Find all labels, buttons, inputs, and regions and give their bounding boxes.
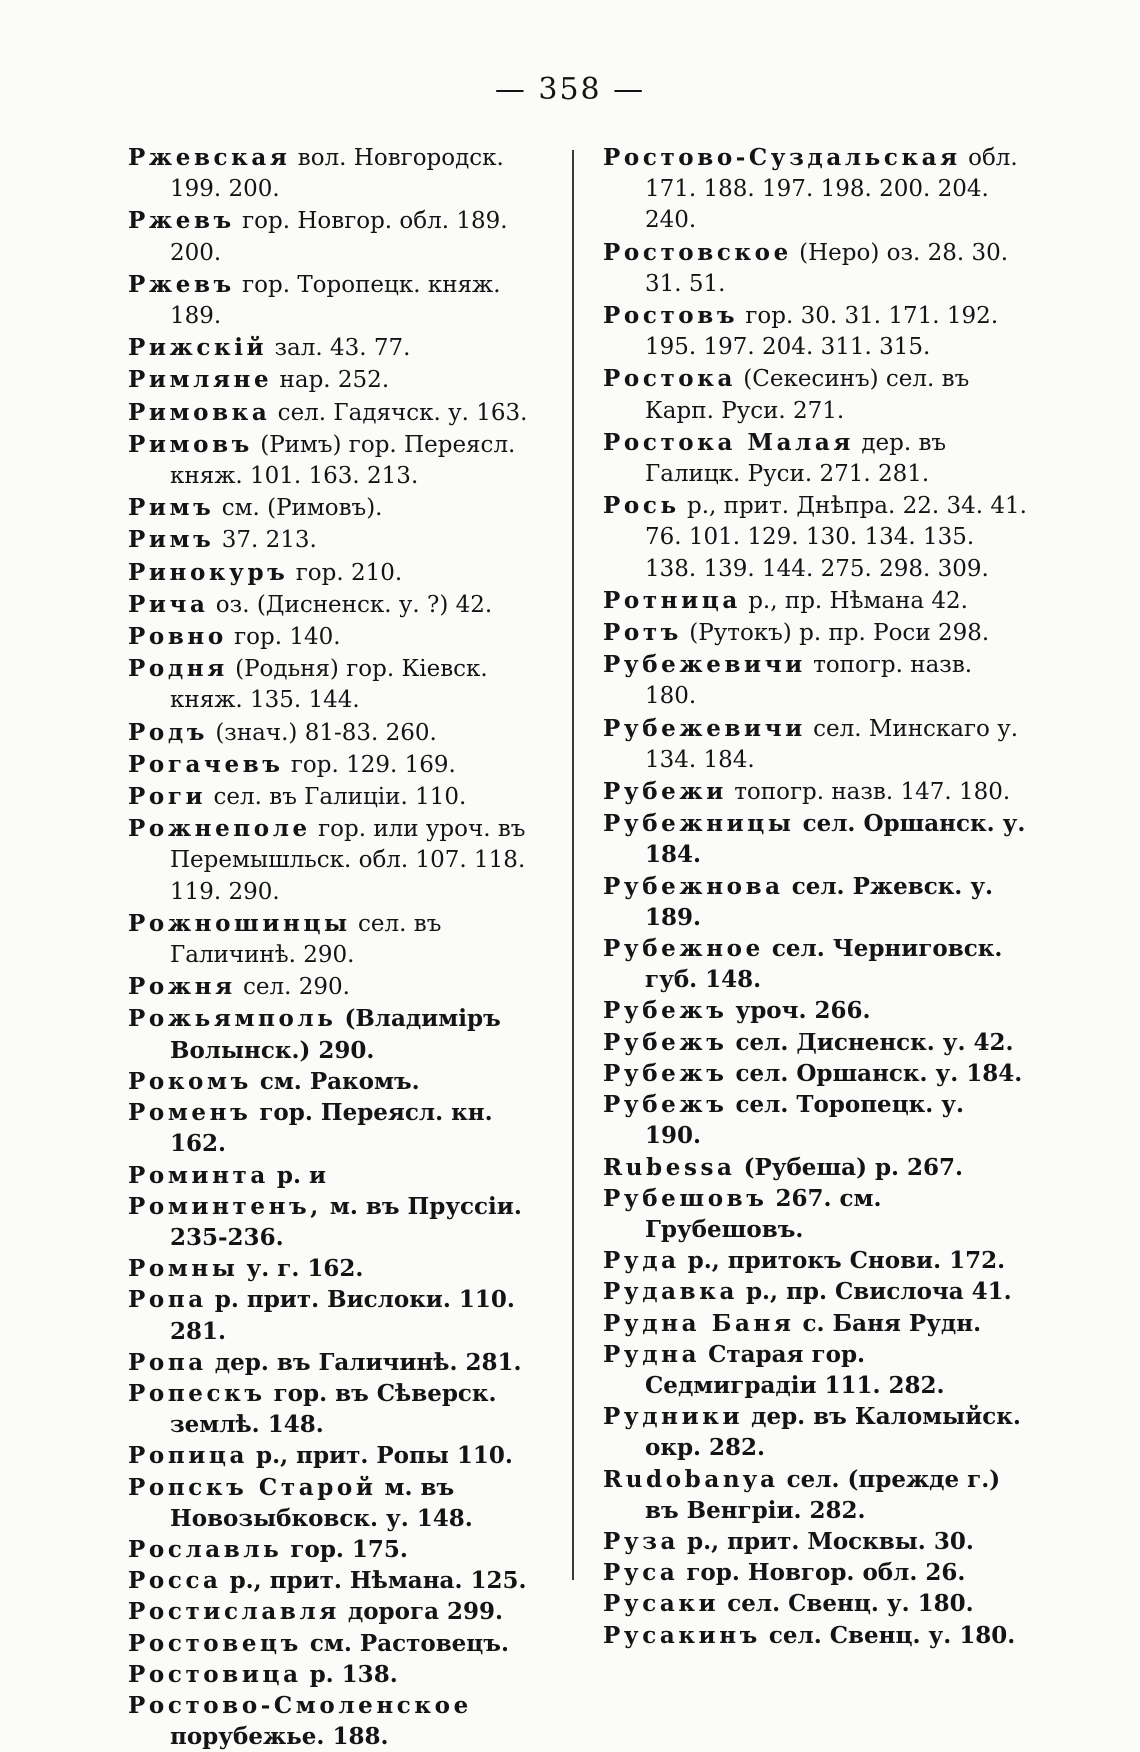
entry-description: м. въ Новозыбковск. у. 148. — [170, 1473, 473, 1532]
entry-description: сел. Минскаго у. 134. 184. — [645, 715, 1019, 773]
entry-headword: Рокомъ — [128, 1067, 252, 1095]
index-entry — [603, 585, 1028, 617]
index-entry — [128, 908, 548, 971]
index-entry — [603, 1027, 1028, 1058]
entry-description: м. въ Пруссіи. 235-236. — [170, 1192, 522, 1251]
entry-description: оз. (Дисненск. у. ?) 42. — [208, 591, 493, 618]
entry-headword: Ропа — [128, 1286, 207, 1314]
entry-description: гор. Торопецк. княж. 189. — [170, 271, 501, 330]
entry-headword: Рудники — [603, 1403, 744, 1431]
index-entry — [128, 524, 548, 556]
entry-headword: Руда — [603, 1247, 680, 1275]
index-entry — [128, 397, 548, 429]
index-entry — [128, 1003, 548, 1065]
index-entry — [603, 617, 1028, 649]
entry-description: обл. 171. 188. 197. 198. 200. 204. 240. — [645, 145, 1018, 234]
entry-description: сел. 290. — [235, 974, 350, 1001]
index-entry — [603, 933, 1028, 995]
page-number: — 358 — — [494, 72, 646, 107]
column-divider — [572, 150, 574, 1580]
index-entry — [603, 1152, 1028, 1183]
index-entry — [128, 364, 548, 396]
entry-headword: Рудавка — [603, 1278, 738, 1306]
entry-description: сел. Торопецк. у. 190. — [645, 1091, 965, 1150]
entry-description: (Рубеша) р. 267. — [735, 1153, 964, 1181]
entry-description: гор. 210. — [288, 559, 403, 586]
entry-description: см. Ракомъ. — [251, 1067, 420, 1095]
index-entry — [603, 142, 1028, 237]
entry-headword: Родня — [128, 655, 228, 683]
entry-headword: Рижскій — [128, 334, 268, 362]
index-entry — [603, 1339, 1028, 1401]
index-entry — [603, 1588, 1028, 1619]
entry-headword: Рубежевичи — [603, 714, 806, 742]
index-entry — [603, 237, 1028, 300]
entry-headword: Римовъ — [128, 430, 253, 458]
entry-headword: Ринокуръ — [128, 558, 289, 586]
entry-description: р. и — [268, 1161, 327, 1189]
entry-headword: Рубежнова — [603, 872, 784, 900]
entry-description: р. 138. — [301, 1660, 398, 1688]
index-column-right — [603, 142, 1028, 1651]
entry-description: р., пр. Свислоча 41. — [737, 1278, 1012, 1306]
entry-headword: Родъ — [128, 718, 209, 746]
entry-headword: Ропа — [128, 1348, 207, 1376]
entry-description: порубежье. 188. — [170, 1723, 389, 1751]
entry-headword: Римъ — [128, 494, 215, 522]
entry-headword: Римъ — [128, 526, 215, 554]
index-entry — [603, 713, 1028, 776]
entry-headword: Роминтенъ, — [128, 1192, 322, 1220]
entry-description: см. (Римовъ). — [214, 495, 383, 522]
entry-headword: Рубежи — [603, 778, 727, 806]
index-entry — [128, 589, 548, 621]
entry-description: гор. 30. 31. 171. 192. 195. 197. 204. 311. 315. — [645, 303, 999, 361]
entry-headword: Рубешовъ — [603, 1184, 768, 1212]
entry-headword: Ростовское — [603, 238, 792, 266]
entry-description: с. Баня Рудн. — [794, 1309, 982, 1337]
entry-headword: Рудна — [603, 1340, 701, 1368]
index-entry — [603, 1276, 1028, 1307]
index-entry — [128, 1440, 548, 1471]
entry-description: нар. 252. — [272, 367, 390, 394]
index-entry — [128, 1066, 548, 1097]
entry-description: гор. въ Сѣверск. землѣ. 148. — [170, 1379, 497, 1439]
entry-headword: Роминта — [128, 1161, 269, 1189]
index-entry — [603, 1401, 1028, 1463]
entry-headword: Руса — [603, 1559, 679, 1587]
entry-description: гор. или уроч. въ Перемышльск. обл. 107. 118. 119. 290. — [170, 816, 526, 905]
index-entry — [128, 1596, 548, 1627]
entry-description: (Владиміръ Волынск.) 290. — [170, 1005, 501, 1064]
entry-headword: Роги — [128, 783, 207, 811]
entry-description: гор. 175. — [282, 1535, 408, 1563]
entry-description: р., прит. Днѣпра. 22. 34. 41. 76. 101. 129. 130. 134. 135. 138. 139. 144. 275. 298. 309. — [645, 493, 1027, 582]
index-entry — [128, 1378, 548, 1440]
entry-description: см. Растовецъ. — [301, 1629, 509, 1657]
entry-headword: Римляне — [128, 366, 273, 394]
index-entry — [603, 776, 1028, 808]
entry-description: дорога 299. — [339, 1598, 503, 1626]
index-entry — [128, 1347, 548, 1378]
index-entry — [128, 142, 548, 205]
entry-headword: Ропица — [128, 1442, 249, 1470]
index-entry — [128, 1628, 548, 1659]
index-entry — [128, 1565, 548, 1596]
entry-description: (Секесинъ) сел. въ Карп. Руси. 271. — [645, 366, 970, 424]
index-entry — [128, 1659, 548, 1690]
entry-description: Старая гор. Седмиградіи 111. 282. — [645, 1340, 945, 1399]
index-entry — [603, 1464, 1028, 1526]
index-entry — [128, 971, 548, 1003]
entry-description: сел. Свенц. у. 180. — [760, 1621, 1016, 1649]
entry-headword: Ротъ — [603, 619, 682, 647]
index-entry — [603, 427, 1028, 490]
index-entry — [128, 1534, 548, 1565]
entry-description: сел. Ржевск. у. 189. — [645, 872, 994, 931]
entry-headword: Рожнеполе — [128, 815, 311, 843]
entry-headword: Рубежъ — [603, 1059, 728, 1087]
entry-headword: Ржевъ — [128, 207, 235, 235]
entry-description: р., прит. Нѣмана. 125. — [221, 1567, 527, 1595]
index-entry — [128, 205, 548, 268]
index-entry — [128, 1191, 548, 1253]
entry-description: (знач.) 81-83. 260. — [208, 719, 437, 746]
index-column-left — [128, 142, 548, 1752]
entry-description: (Римъ) гор. Переясл. княж. 101. 163. 213. — [170, 431, 516, 490]
entry-headword: Рубежъ — [603, 1028, 728, 1056]
entry-headword: Русакинъ — [603, 1621, 761, 1649]
entry-description: уроч. 266. — [727, 997, 871, 1025]
entry-headword: Ростока Малая — [603, 428, 855, 456]
index-entry — [603, 490, 1028, 585]
index-entry — [128, 653, 548, 716]
index-entry — [128, 1253, 548, 1284]
entry-description: гор. Новгор. обл. 189. 200. — [170, 208, 508, 266]
index-entry — [128, 717, 548, 749]
entry-headword: Rubessa — [603, 1153, 736, 1181]
index-entry — [603, 363, 1028, 426]
entry-description: сел. (прежде г.) въ Венгріи. 282. — [645, 1465, 1001, 1524]
entry-headword: Русаки — [603, 1590, 720, 1618]
entry-headword: Рича — [128, 590, 209, 618]
index-entry — [128, 1097, 548, 1159]
index-entry — [128, 1472, 548, 1534]
entry-headword: Ровно — [128, 623, 227, 651]
entry-headword: Rudobanya — [603, 1465, 779, 1493]
entry-description: топогр. назв. 147. 180. — [726, 779, 1011, 806]
entry-description: гор. 140. — [226, 624, 341, 651]
index-entry — [603, 995, 1028, 1026]
entry-description: (Родьня) гор. Кіевск. княж. 135. 144. — [170, 656, 488, 714]
index-entry — [603, 1058, 1028, 1089]
index-entry — [128, 1284, 548, 1346]
entry-headword: Рубежевичи — [603, 651, 806, 679]
index-entry — [128, 332, 548, 364]
entry-description: (Рутокъ) р. пр. Роси 298. — [681, 620, 990, 647]
entry-description: сел. въ Галиціи. 110. — [206, 784, 467, 811]
entry-description: 267. см. Грубешовъ. — [645, 1184, 882, 1243]
index-entry — [603, 1089, 1028, 1151]
entry-headword: Ростово-Смоленское — [128, 1691, 472, 1719]
index-entry — [603, 649, 1028, 712]
index-entry — [603, 871, 1028, 933]
entry-description: сел. Оршанск. у. 184. — [645, 810, 1026, 869]
entry-description: р., прит. Ропы 110. — [248, 1442, 513, 1470]
entry-headword: Рось — [603, 492, 680, 520]
index-entry — [128, 749, 548, 781]
entry-description: у. г. 162. — [238, 1255, 364, 1283]
entry-description: дер. въ Каломыйск. окр. 282. — [645, 1403, 1021, 1462]
index-entry — [603, 808, 1028, 870]
index-entry — [128, 492, 548, 524]
entry-description: сел. въ Галичинѣ. 290. — [170, 910, 442, 969]
entry-headword: Рожня — [128, 973, 236, 1001]
index-entry — [128, 1160, 548, 1191]
entry-headword: Ромны — [128, 1255, 239, 1283]
entry-description: дер. въ Галицк. Руси. 271. 281. — [645, 429, 947, 488]
index-entry — [128, 557, 548, 589]
entry-description: сел. Гадячск. у. 163. — [270, 399, 528, 426]
entry-headword: Рожьямполь — [128, 1005, 337, 1033]
entry-description: сел. Дисненск. у. 42. — [727, 1028, 1014, 1056]
entry-headword: Ростока — [603, 365, 736, 393]
entry-headword: Римовка — [128, 398, 271, 426]
entry-headword: Рубежницы — [603, 810, 795, 838]
index-entry — [603, 1245, 1028, 1276]
index-entry — [603, 300, 1028, 363]
index-entry — [128, 429, 548, 492]
entry-headword: Ростовъ — [603, 302, 739, 330]
entry-headword: Рубежъ — [603, 1091, 728, 1119]
entry-headword: Ростовецъ — [128, 1629, 302, 1657]
entry-headword: Рубежъ — [603, 997, 728, 1025]
entry-headword: Руза — [603, 1527, 679, 1555]
entry-headword: Ростиславля — [128, 1598, 340, 1626]
entry-headword: Рославль — [128, 1535, 283, 1563]
entry-description: гор. Переясл. кн. 162. — [170, 1099, 493, 1158]
index-entry — [128, 1690, 548, 1752]
entry-description: зал. 43. 77. — [267, 335, 411, 362]
entry-headword: Ропскъ Старой — [128, 1473, 377, 1501]
entry-headword: Роменъ — [128, 1099, 252, 1127]
entry-description: гор. 129. 169. — [283, 751, 456, 778]
entry-description: р., пр. Нѣмана 42. — [740, 587, 968, 614]
index-entry — [603, 1526, 1028, 1557]
entry-description: сел. Оршанск. у. 184. — [727, 1059, 1023, 1087]
entry-headword: Ростово-Суздальская — [603, 144, 961, 171]
entry-headword: Ржевъ — [128, 270, 235, 298]
entry-description: гор. Новгор. обл. 26. — [678, 1559, 966, 1587]
entry-description: сел. Черниговск. губ. 148. — [645, 935, 1003, 994]
entry-headword: Ротница — [603, 586, 741, 614]
entry-description: сел. Свенц. у. 180. — [719, 1590, 974, 1618]
index-entry — [603, 1620, 1028, 1651]
entry-description: р., прит. Москвы. 30. — [679, 1527, 974, 1555]
entry-headword: Росса — [128, 1567, 222, 1595]
entry-description: вол. Новгородск. 199. 200. — [170, 145, 504, 203]
index-entry — [603, 1557, 1028, 1588]
index-entry — [128, 781, 548, 813]
entry-headword: Рубежное — [603, 935, 764, 963]
index-entry — [128, 813, 548, 908]
entry-headword: Рудна Баня — [603, 1309, 795, 1337]
entry-headword: Ропескъ — [128, 1379, 266, 1407]
index-entry — [603, 1308, 1028, 1339]
entry-description: р., притокъ Снови. 172. — [679, 1247, 1006, 1275]
entry-description: р. прит. Вислоки. 110. 281. — [170, 1286, 515, 1345]
index-entry — [603, 1183, 1028, 1245]
entry-description: топогр. назв. 180. — [645, 652, 973, 710]
index-entry — [128, 621, 548, 653]
index-entry — [128, 269, 548, 332]
entry-headword: Ростовица — [128, 1660, 302, 1688]
entry-description: 37. 213. — [214, 527, 317, 554]
entry-description: дер. въ Галичинѣ. 281. — [206, 1348, 522, 1376]
entry-headword: Рогачевъ — [128, 750, 284, 778]
entry-headword: Рожношинцы — [128, 909, 351, 937]
entry-headword: Ржевская — [128, 144, 291, 171]
entry-description: (Неро) оз. 28. 30. 31. 51. — [645, 239, 1009, 297]
